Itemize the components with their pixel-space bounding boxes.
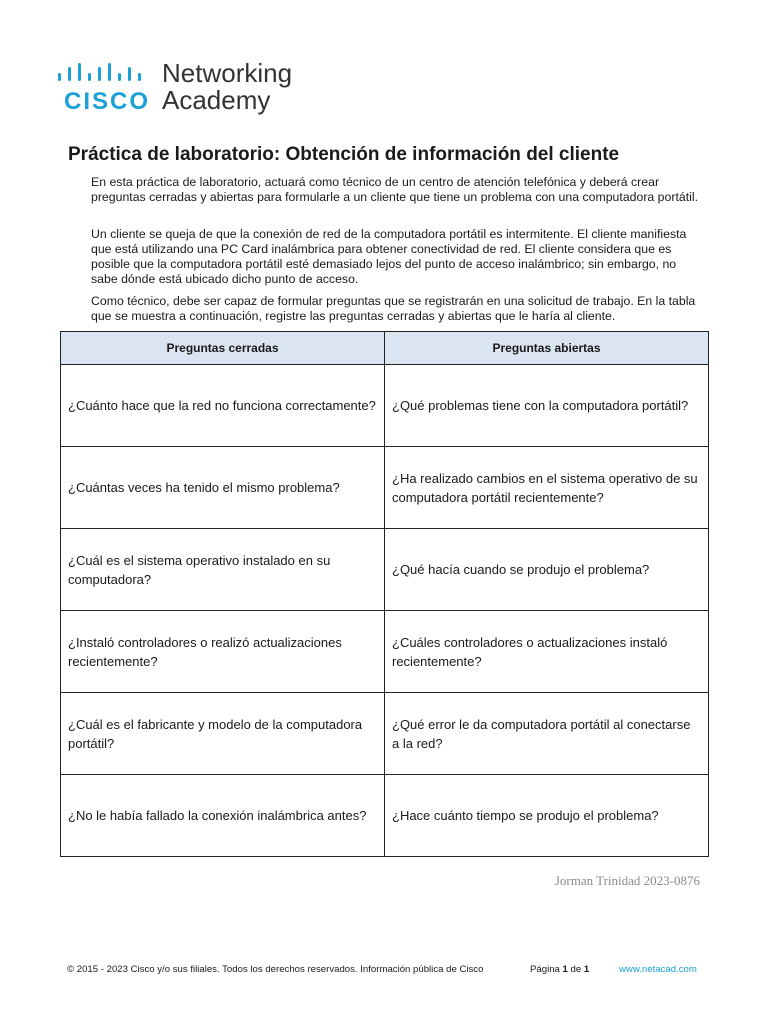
closed-question-cell: ¿Cuál es el fabricante y modelo de la computadora portátil? [61, 693, 385, 775]
open-question-cell: ¿Qué hacía cuando se produjo el problema? [385, 529, 709, 611]
closed-question-cell: ¿Instaló controladores o realizó actualizaciones recientemente? [61, 611, 385, 693]
cisco-wordmark: CISCO [64, 88, 151, 115]
scenario-paragraph: Un cliente se queja de que la conexión de red de la computadora portátil es intermitente. El cliente manifiesta que está utilizando una PC Card inalámbrica para obtener conectividad de red. El cliente considera que es posible que la computadora portátil esté demasiado lejos del punto de acceso inalámbrico; sin embargo, no sabe dónde está ubicado dicho punto de acceso. [91, 227, 687, 286]
table-row [61, 365, 709, 447]
open-question-cell: ¿Ha realizado cambios en el sistema operativo de su computadora portátil recientemente? [385, 447, 709, 529]
open-question-cell: ¿Cuáles controladores o actualizaciones instaló recientemente? [385, 611, 709, 693]
open-question-cell: ¿Hace cuánto tiempo se produjo el problema? [385, 775, 709, 857]
open-question-cell: ¿Qué problemas tiene con la computadora portátil? [385, 365, 709, 447]
page-current: 1 [562, 964, 568, 975]
cisco-bars-icon [56, 62, 156, 84]
footer-copyright: © 2015 - 2023 Cisco y/o sus filiales. Todos los derechos reservados. Información pública de Cisco [67, 964, 484, 975]
closed-question-cell: ¿Cuántas veces ha tenido el mismo problema? [61, 447, 385, 529]
document-title: Práctica de laboratorio: Obtención de información del cliente [68, 144, 620, 165]
table-header-row [61, 332, 709, 365]
intro-paragraph: En esta práctica de laboratorio, actuará como técnico de un centro de atención telefónica y deberá crear preguntas cerradas y abiertas para formularle a un cliente que tiene un problema con una computadora portátil. [91, 175, 699, 204]
page-separator: de [567, 964, 584, 975]
student-signature: Jorman Trinidad 2023-0876 [554, 873, 700, 888]
instructions-paragraph: Como técnico, debe ser capaz de formular preguntas que se registrarán en una solicitud de trabajo. En la tabla que se muestra a continuación, registre las preguntas cerradas y abiertas que le haría al cliente. [91, 294, 696, 323]
header-closed-questions: Preguntas cerradas [61, 332, 385, 365]
footer-page-number [530, 964, 589, 975]
page-label: Página [530, 964, 563, 975]
logo-academy-text: Academy [162, 85, 271, 115]
closed-question-cell: ¿No le había fallado la conexión inalámbrica antes? [61, 775, 385, 857]
cisco-networking-academy-logo [56, 58, 316, 120]
closed-question-cell: ¿Cuál es el sistema operativo instalado en su computadora? [61, 529, 385, 611]
netacad-link[interactable]: www.netacad.com [619, 964, 697, 975]
table-row [61, 447, 709, 529]
open-question-cell: ¿Qué error le da computadora portátil al conectarse a la red? [385, 693, 709, 775]
questions-table [60, 331, 709, 857]
page-total: 1 [583, 964, 590, 975]
header-open-questions: Preguntas abiertas [385, 332, 709, 365]
logo-networking-text: Networking [162, 58, 293, 88]
table-row [61, 693, 709, 775]
table-row [61, 529, 709, 611]
table-row [61, 611, 709, 693]
table-row [61, 775, 709, 857]
closed-question-cell: ¿Cuánto hace que la red no funciona correctamente? [61, 365, 385, 447]
